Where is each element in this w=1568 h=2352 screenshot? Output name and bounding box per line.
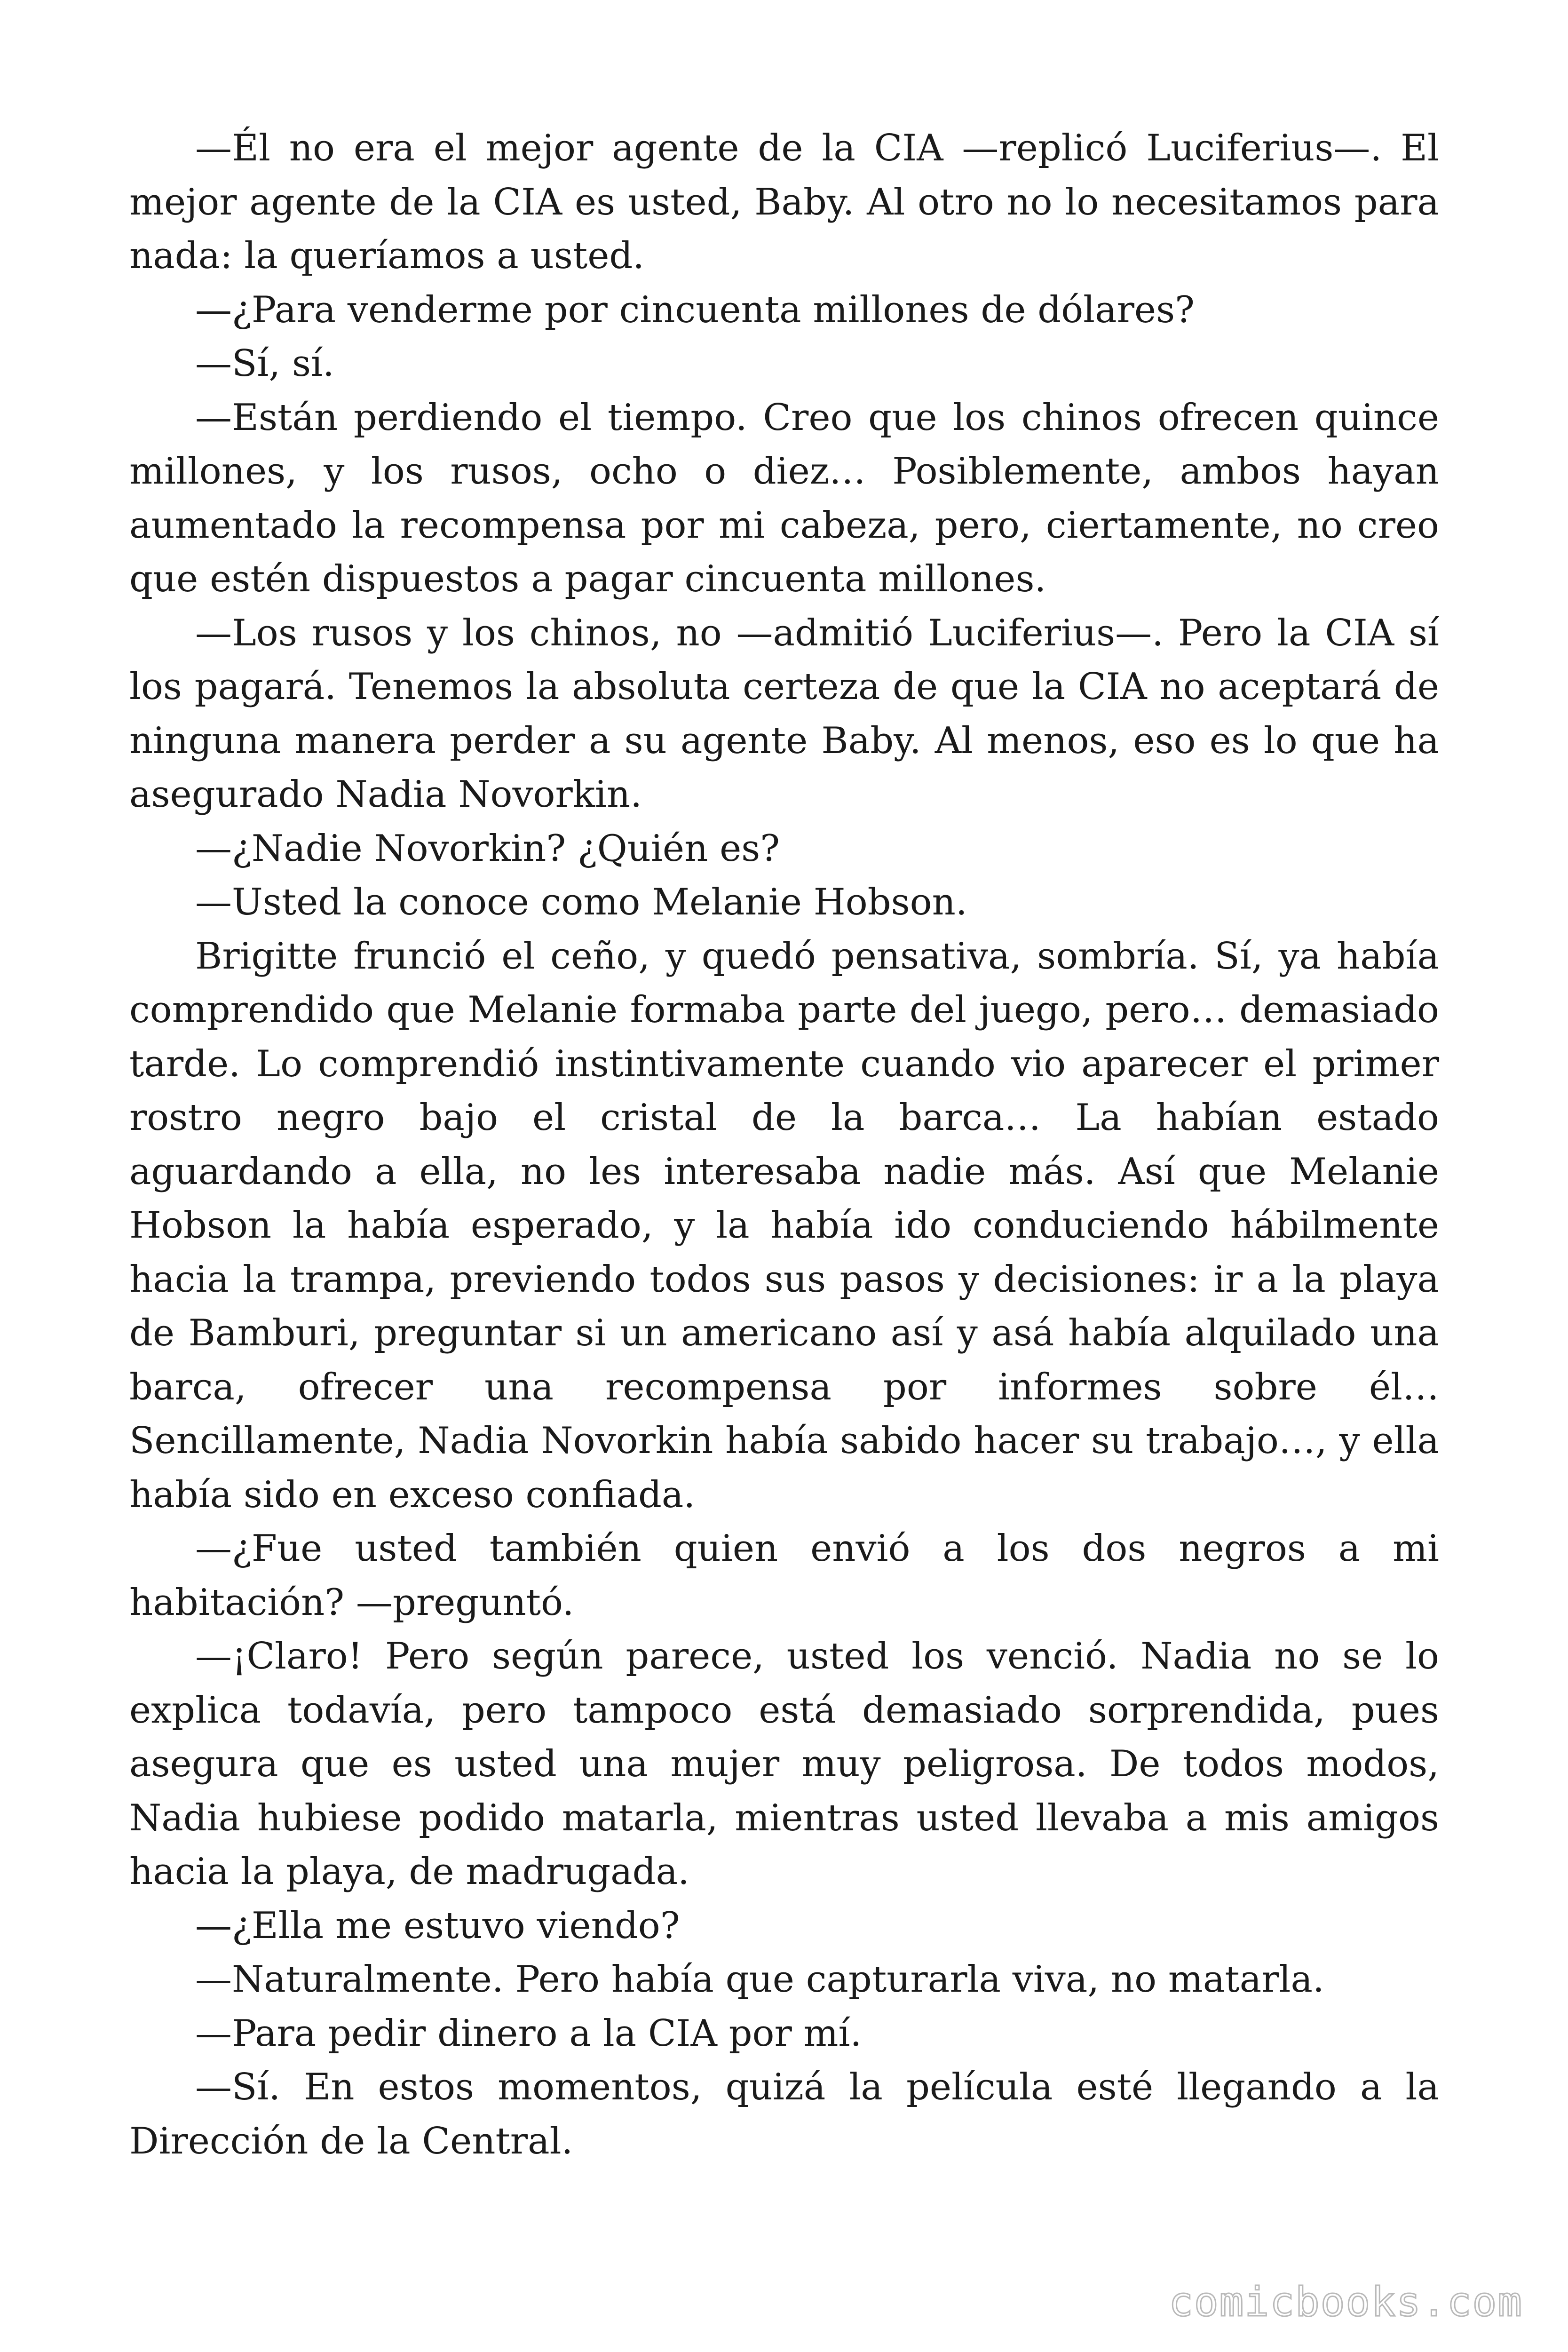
paragraph: —Sí, sí. [195,342,334,385]
paragraph: —Sí. En estos momentos, quizá la película esté llegando a la Dirección de la Central. [129,2066,1439,2162]
paragraph: Brigitte frunció el ceño, y quedó pensativa, sombría. Sí, ya había comprendido que Melanie formaba parte del juego, pero… demasiado tarde. Lo comprendió instintivamente cuando vio aparecer el primer rostro negro bajo el cristal de la barca… La habían estado aguardando a ella, no les interesaba nadie más. Así que Melanie Hobson la había esperado, y la había ido conduciendo hábilmente hacia la trampa, previendo todos sus pasos y decisiones: ir a la playa de Bamburi, preguntar si un americano así y asá había alquilado una barca, ofrecer una recompensa por informes sobre él… Sencillamente, Nadia Novorkin había sabido hacer su trabajo…, y ella había sido en exceso confiada. [129,935,1439,1516]
page-text [129,121,1439,2168]
paragraph: —Están perdiendo el tiempo. Creo que los chinos ofrecen quince millones, y los rusos, ocho o diez… Posiblemente, ambos hayan aumentado la recompensa por mi cabeza, pero, ciertamente, no creo que estén dispuestos a pagar cincuenta millones. [129,396,1439,600]
paragraph: —¿Ella me estuvo viendo? [195,1904,680,1947]
paragraph: —¿Fue usted también quien envió a los dos negros a mi habitación? —preguntó. [129,1527,1439,1624]
paragraph: —Él no era el mejor agente de la CIA —replicó Luciferius—. El mejor agente de la CIA es usted, Baby. Al otro no lo necesitamos para nada: la queríamos a usted. [129,127,1439,277]
paragraph: —¿Para venderme por cincuenta millones de dólares? [195,288,1195,331]
paragraph: —¿Nadie Novorkin? ¿Quién es? [195,827,780,870]
paragraph: —Usted la conoce como Melanie Hobson. [195,881,967,923]
paragraph: —Naturalmente. Pero había que capturarla viva, no matarla. [195,1958,1324,2001]
paragraph: —Los rusos y los chinos, no —admitió Luciferius—. Pero la CIA sí los pagará. Tenemos la absoluta certeza de que la CIA no aceptará de ninguna manera perder a su agente Baby. Al menos, eso es lo que ha asegurado Nadia Novorkin. [129,612,1439,816]
paragraph: —Para pedir dinero a la CIA por mí. [195,2012,862,2055]
paragraph: —¡Claro! Pero según parece, usted los venció. Nadia no se lo explica todavía, pero tampoco está demasiado sorprendida, pues asegura que es usted una mujer muy peligrosa. De todos modos, Nadia hubiese podido matarla, mientras usted llevaba a mis amigos hacia la playa, de madrugada. [129,1635,1439,1893]
watermark: comicbooks.com [1169,2279,1523,2326]
